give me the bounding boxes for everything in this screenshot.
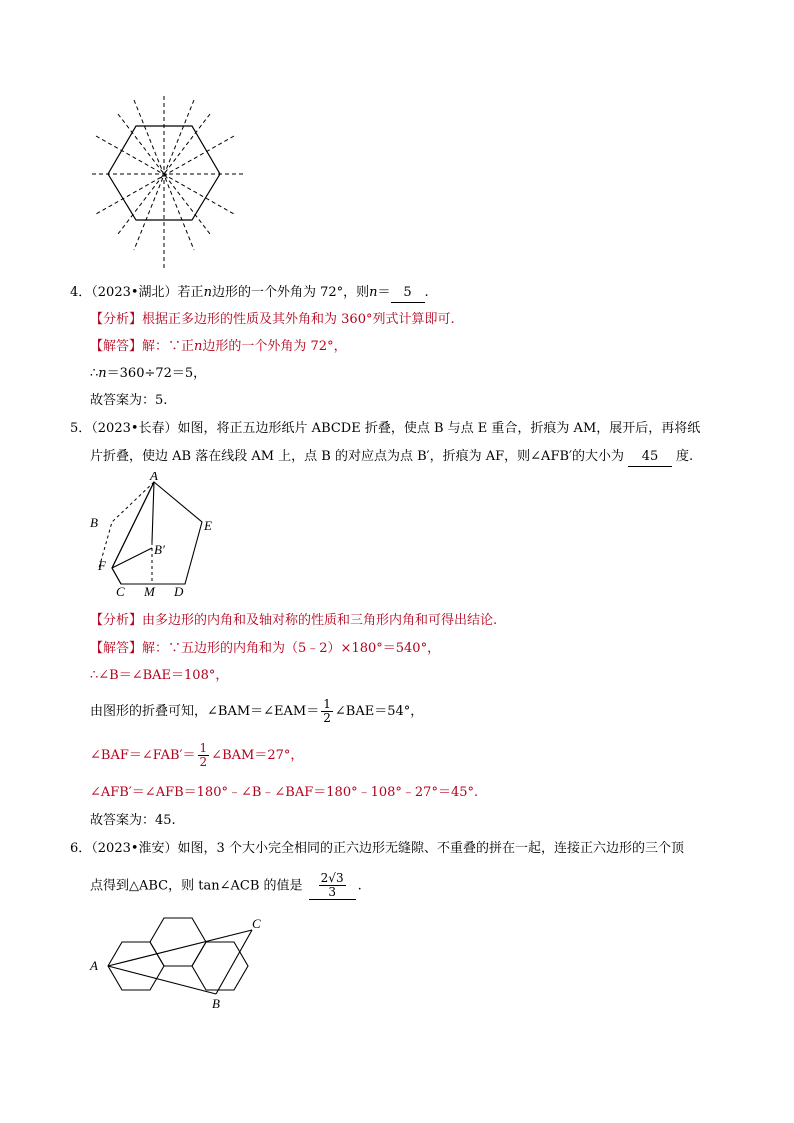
problem-5-stem-line-1: 5．（2023•长春）如图，将正五边形纸片 ABCDE 折叠，使点 B 与点 E 重合，折痕为 AM，展开后，再将纸 [70, 421, 701, 436]
label-A: A [90, 958, 98, 973]
problem-4-final: 故答案为：5. [90, 393, 168, 408]
label-E: E [204, 518, 212, 533]
hexagon-symmetry-figure [88, 92, 252, 272]
problem-5-step-3: ∠BAF＝∠FAB′＝ $\frac{1}{2}$ ∠BAM＝27°， [90, 741, 304, 769]
answer-fraction: $\frac{2√3}{3}$ [309, 872, 356, 900]
label-B: B [212, 996, 220, 1011]
label-M: M [144, 584, 155, 599]
problem-4-analysis: 【分析】根据正多边形的性质及其外角和为 360°列式计算即可. [90, 312, 455, 327]
problem-6-stem-line-1: 6．（2023•淮安）如图，3 个大小完全相同的正六边形无缝隙、不重叠的拼在一起，连接正六边形的三个顶 [70, 841, 684, 856]
fraction-half: $\frac{1}{2}$ [323, 697, 331, 725]
problem-5-step-2: 由图形的折叠可知，∠BAM＝∠EAM＝ $\frac{1}{2}$ ∠BAE＝54°， [90, 697, 424, 725]
problem-5-analysis: 【分析】由多边形的内角和及轴对称的性质和三角形内角和可得出结论. [90, 613, 498, 628]
answer-blank: 45 [628, 448, 672, 467]
problem-6-stem-line-2: 点得到△ABC，则 tan∠ACB 的值是 $\frac{2√3}{3}$ . [90, 871, 362, 899]
label-A: A [150, 472, 158, 483]
label-B: B [90, 515, 98, 530]
label-C: C [116, 584, 125, 599]
answer-blank: 5 [391, 284, 425, 303]
pentagon-fold-figure [84, 472, 234, 602]
label-C: C [252, 916, 261, 931]
problem-5-solution: 【解答】解：∵五边形的内角和为（5﹣2）×180°＝540°， [90, 641, 441, 656]
problem-4-solution: 【解答】解：∵正n边形的一个外角为 72°， [90, 339, 347, 354]
problem-5-stem-line-2: 片折叠，使边 AB 落在线段 AM 上，点 B 的对应点为点 B′，折痕为 AF，则∠AFB′的大小为 45 度. [90, 448, 693, 467]
problem-4-step-1: ∴n＝360÷72＝5， [90, 366, 207, 381]
problem-5-step-1: ∴∠B＝∠BAE＝108°， [90, 668, 229, 683]
three-hexagons-figure [86, 900, 286, 1016]
problem-5-final: 故答案为：45. [90, 813, 176, 828]
problem-5-step-4: ∠AFB′＝∠AFB＝180°﹣∠B﹣∠BAF＝180°﹣108°﹣27°＝45°. [90, 785, 479, 800]
fraction-half: $\frac{1}{2}$ [199, 741, 208, 769]
problem-4-stem: 4．（2023•湖北）若正n边形的一个外角为 72°，则n＝ 5 . [70, 284, 429, 303]
label-D: D [174, 584, 184, 599]
label-F: F [98, 558, 106, 573]
label-B-prime: B′ [154, 542, 165, 557]
